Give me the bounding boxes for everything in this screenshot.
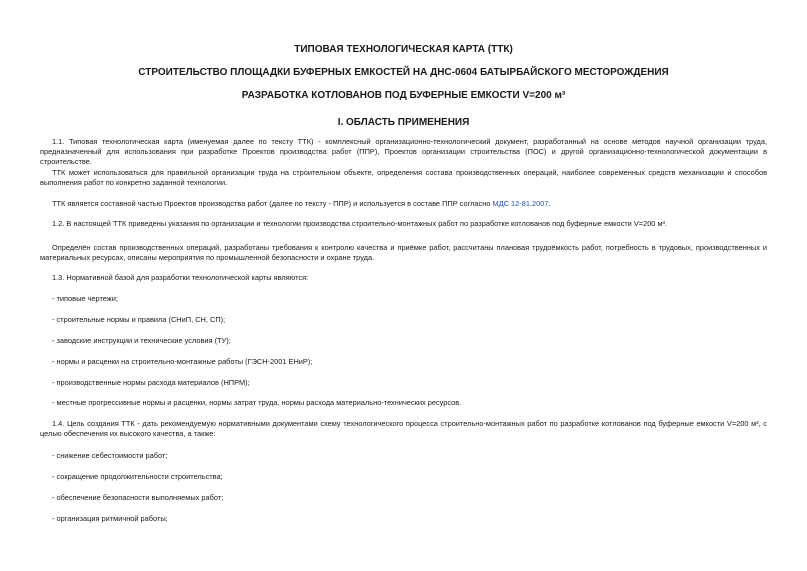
list-item: - заводские инструкции и технические условия (ТУ); bbox=[52, 336, 231, 345]
document-subtitle-2: РАЗРАБОТКА КОТЛОВАНОВ ПОД БУФЕРНЫЕ ЕМКОСТИ V=200 м³ bbox=[241, 90, 566, 101]
paragraph-1-1: 1.1. Типовая технологическая карта (именуемая далее по тексту ТТК) - комплексный организационно-технологический документ, разработанный на основе методов научной организации труда, предназначенный для использования при разработке Проектов производства работ (ППР), Проектов организации строительства (ПОС) и другой организационно-технологической документации в строительстве. bbox=[40, 137, 767, 166]
list-item: - типовые чертежи; bbox=[52, 294, 118, 303]
list-item: - производственные нормы расхода материалов (НПРМ); bbox=[52, 378, 250, 387]
paragraph-defined: Определён состав производственных операций, разработаны требования к контролю качества и приёмке работ, рассчитаны плановая трудоёмкость работ, потребность в трудовых, производственных и материальных ресурсах, описаны мероприятия по промышленной безопасности и охране труда. bbox=[40, 243, 767, 262]
mds-link[interactable]: МДС 12-81.2007 bbox=[492, 199, 549, 208]
list-item: - обеспечение безопасности выполняемых работ; bbox=[52, 493, 224, 502]
document-title: ТИПОВАЯ ТЕХНОЛОГИЧЕСКАЯ КАРТА (ТТК) bbox=[294, 44, 513, 55]
paragraph-ttk-part-text: ТТК является составной частью Проектов производства работ (далее по тексту - ППР) и используется в составе ППР согласно bbox=[52, 199, 493, 208]
section-heading: I. ОБЛАСТЬ ПРИМЕНЕНИЯ bbox=[337, 117, 470, 128]
list-item: - нормы и расценки на строительно-монтажные работы (ГЭСН-2001 ЕНиР); bbox=[52, 357, 313, 366]
paragraph-ttk-use: ТТК может использоваться для правильной организации труда на строительном объекте, определения состава производственных операций, наиболее современных средств механизации и способов выполнения работ по конкретно заданной технологии. bbox=[40, 168, 767, 187]
list-item: - сокращение продолжительности строительства; bbox=[52, 472, 223, 481]
paragraph-1-4: 1.4. Цель создания ТТК - дать рекомендуемую нормативными документами схему технологического процесса строительно-монтажных работ по разработке котлованов под буферные емкости V=200 м³, с целью обеспечения их высокого качества, а также: bbox=[40, 419, 767, 438]
list-item: - организация ритмичной работы; bbox=[52, 514, 168, 523]
document-page bbox=[40, 0, 767, 571]
document-subtitle: СТРОИТЕЛЬСТВО ПЛОЩАДКИ БУФЕРНЫХ ЕМКОСТЕЙ НА ДНС-0604 БАТЫРБАЙСКОГО МЕСТОРОЖДЕНИЯ bbox=[138, 67, 669, 78]
list-item: - строительные нормы и правила (СНиП, СН, СП); bbox=[52, 315, 226, 324]
list-item: - местные прогрессивные нормы и расценки, нормы затрат труда, нормы расхода материально-технических ресурсов. bbox=[52, 398, 462, 407]
paragraph-ttk-part-end: . bbox=[548, 199, 551, 208]
paragraph-ttk-part bbox=[40, 199, 767, 209]
list-item: - снижение себестоимости работ; bbox=[52, 451, 168, 460]
paragraph-1-2: 1.2. В настоящей ТТК приведены указания по организации и технологии производства строительно-монтажных работ по разработке котлованов под буферные емкости V=200 м³. bbox=[52, 219, 668, 228]
paragraph-1-3: 1.3. Нормативной базой для разработки технологической карты являются: bbox=[52, 273, 309, 282]
